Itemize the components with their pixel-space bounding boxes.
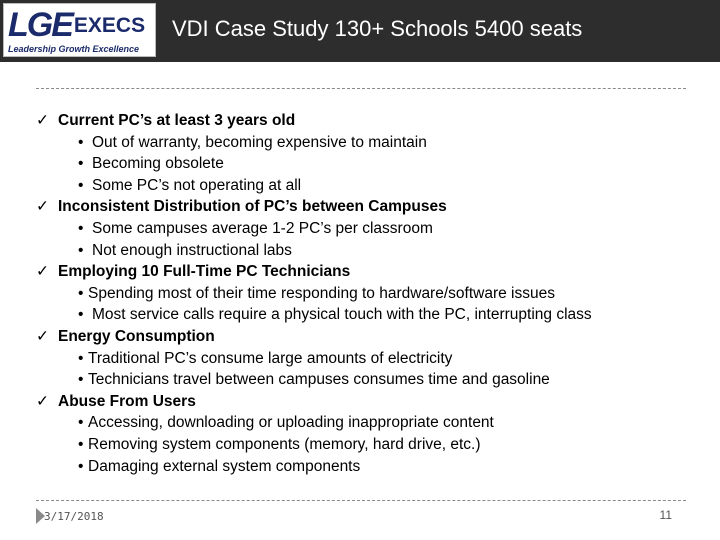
bullet-text: Not enough instructional labs [92,241,292,259]
section-heading [36,326,706,348]
bullet-item [36,434,706,456]
slide-header [0,0,720,62]
bullet-icon: • [78,241,84,259]
bullet-icon: • [78,284,84,302]
bullet-text: Becoming obsolete [92,155,224,173]
section-heading-text: Inconsistent Distribution of PC’s between Campuses [58,198,447,216]
bullet-icon: • [78,176,84,194]
check-icon: ✓ [36,392,49,410]
bullet-item [36,153,706,175]
logo-second-text: EXECS [73,14,146,37]
bullet-icon: • [78,371,84,389]
bullet-text: Damaging external system components [88,457,361,475]
bullet-item [36,348,706,370]
bullet-item [36,283,706,305]
bullet-item [36,240,706,262]
bullet-item [36,175,706,197]
footer-date: 3/17/2018 [44,510,104,523]
slide-title: VDI Case Study 130+ Schools 5400 seats [172,16,583,41]
section-heading [36,196,706,218]
section-heading-text: Current PC’s at least 3 years old [58,112,296,129]
bullet-item [36,132,706,154]
bullet-text: Traditional PC’s consume large amounts of electricity [88,349,453,367]
bullet-icon: • [78,414,84,432]
bullet-text: Removing system components (memory, hard drive, etc.) [88,435,481,453]
bullet-text: Spending most of their time responding to hardware/software issues [88,284,555,302]
bullet-icon: • [78,155,84,173]
check-icon: ✓ [36,198,49,216]
bullet-item [36,412,706,434]
section-heading-text: Abuse From Users [58,392,196,410]
bullet-item [36,456,706,478]
bullet-item [36,218,706,240]
bullet-text: Most service calls require a physical touch with the PC, interrupting class [92,306,592,324]
slide-content [36,110,706,477]
check-icon: ✓ [36,327,49,345]
bullet-text: Out of warranty, becoming expensive to maintain [92,133,427,151]
bullet-icon: • [78,349,84,367]
bullet-item [36,304,706,326]
section-heading [36,110,706,132]
bullet-text: Some campuses average 1-2 PC’s per classroom [92,219,433,237]
check-icon: ✓ [36,263,49,281]
check-icon: ✓ [36,112,49,129]
bullet-icon: • [78,133,84,151]
top-divider [36,88,686,89]
logo-tagline: Leadership Growth Excellence [8,44,140,54]
bullet-icon: • [78,435,84,453]
bullet-text: Technicians travel between campuses consumes time and gasoline [88,371,550,389]
page-number: 11 [659,508,672,522]
section-heading-text: Employing 10 Full-Time PC Technicians [58,263,351,281]
section-heading-text: Energy Consumption [58,327,215,345]
bullet-icon: • [78,306,84,324]
bullet-item [36,369,706,391]
company-logo [3,3,156,57]
bullet-icon: • [78,457,84,475]
bullet-icon: • [78,219,84,237]
section-heading [36,261,706,283]
logo-main-text: LGE [8,6,72,44]
bottom-divider [36,500,686,501]
bullet-text: Accessing, downloading or uploading inappropriate content [88,414,494,432]
bullet-text: Some PC’s not operating at all [92,176,302,194]
section-heading [36,391,706,413]
